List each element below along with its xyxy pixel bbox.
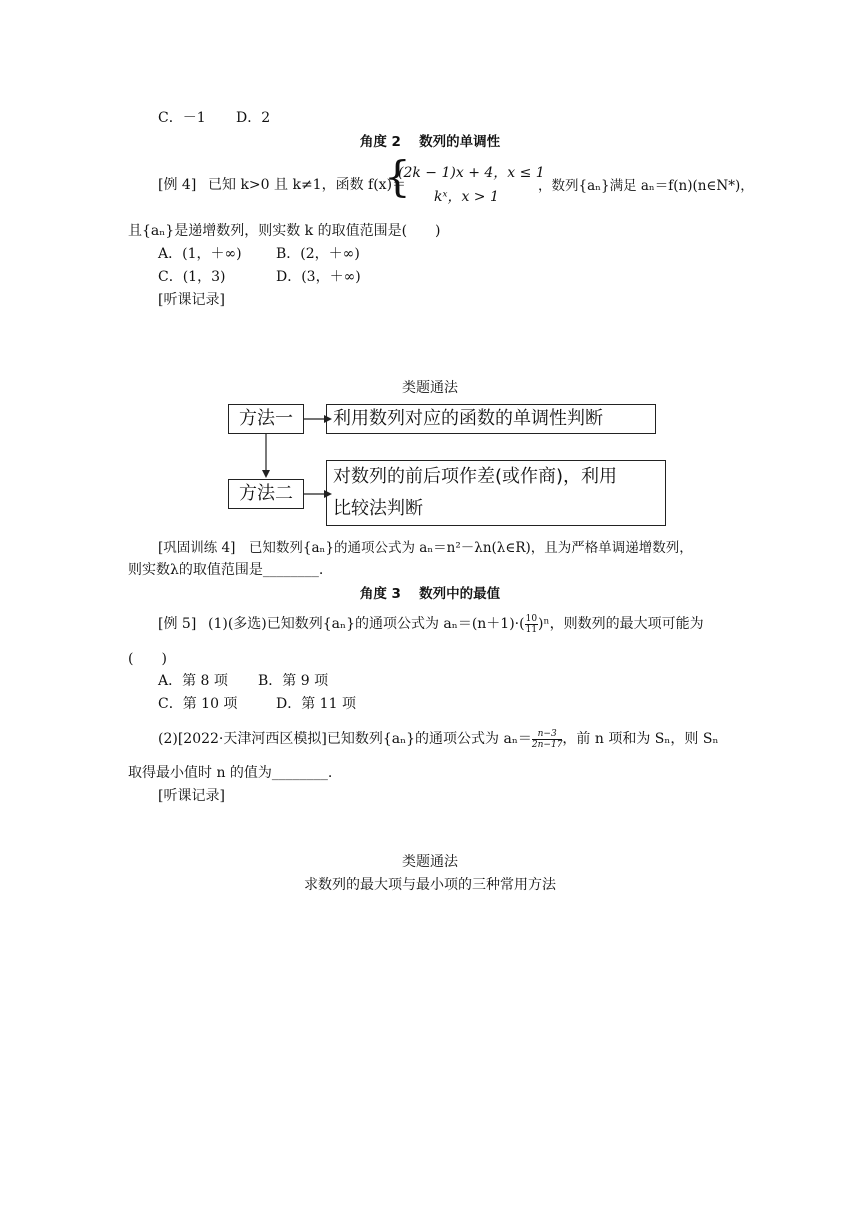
piecewise-brace: { <box>384 152 411 201</box>
example4-option-c: C．(1，3) <box>158 269 226 285</box>
example5-option-a: A．第 8 项 <box>158 673 228 689</box>
example5-part2-a: (2)[2022·天津河西区模拟]已知数列{aₙ}的通项公式为 aₙ＝ <box>158 731 532 747</box>
fraction-n-minus-3: $\frac{n-3}{2n-17}$ <box>531 728 563 750</box>
example5-paren: ( ) <box>128 651 167 667</box>
example4-option-b: B．(2，＋∞) <box>276 246 360 262</box>
method1-title: 类题通法 <box>402 380 458 396</box>
example4-option-a: A．(1，＋∞) <box>158 246 242 262</box>
practice4-line1: [巩固训练 4] 已知数列{aₙ}的通项公式为 aₙ＝n²－λn(λ∈R)，且为严格单调递增数列， <box>158 540 693 556</box>
example4-line2: 且{aₙ}是递增数列，则实数 k 的取值范围是( ) <box>128 223 441 239</box>
method2-title: 类题通法 <box>402 854 458 870</box>
example5-part2 <box>158 728 719 750</box>
method-two-desc-box <box>326 460 666 526</box>
example5-part2-b: ，前 n 项和为 Sₙ，则 Sₙ <box>562 731 719 747</box>
example5-part1 <box>208 613 704 635</box>
method-two-box: 方法二 <box>228 479 304 509</box>
example5-part1-b: )ⁿ，则数列的最大项可能为 <box>538 616 704 632</box>
fraction-10-11: $\frac{10}{11}$ <box>525 613 538 635</box>
section-title-angle3: 角度 3 数列中的最值 <box>359 586 501 602</box>
method-arrows <box>228 404 338 514</box>
piecewise-case2: kˣ，x > 1 <box>434 189 499 205</box>
practice4-line2: 则实数λ的取值范围是________. <box>128 562 324 578</box>
example4-label: [例 4] <box>158 177 197 193</box>
method-one-desc-box: 利用数列对应的函数的单调性判断 <box>326 404 656 434</box>
piecewise-case1: (2k − 1)x + 4，x ≤ 1 <box>398 165 545 181</box>
example5-label: [例 5] <box>158 616 197 632</box>
option-d: D．2 <box>236 110 271 126</box>
example5-part1-a: (1)(多选)已知数列{aₙ}的通项公式为 aₙ＝(n＋1)·( <box>208 616 525 632</box>
example5-option-d: D．第 11 项 <box>276 696 356 712</box>
method-one-box: 方法一 <box>228 404 304 434</box>
example4-record: [听课记录] <box>158 292 225 308</box>
method-two-desc-line2: 比较法判断 <box>333 498 423 519</box>
example4-after: ，数列{aₙ}满足 aₙ＝f(n)(n∈N*)， <box>538 178 754 194</box>
example5-record: [听课记录] <box>158 788 225 804</box>
example5-part2-line2: 取得最小值时 n 的值为________. <box>128 765 333 781</box>
method2-subtitle: 求数列的最大项与最小项的三种常用方法 <box>304 877 556 893</box>
example4-intro: 已知 k>0 且 k≠1，函数 f(x)＝ <box>208 177 407 193</box>
example5-option-c: C．第 10 项 <box>158 696 238 712</box>
example5-option-b: B．第 9 项 <box>258 673 329 689</box>
option-c: C．－1 <box>158 110 206 126</box>
section-title-angle2: 角度 2 数列的单调性 <box>359 134 501 150</box>
method-two-desc-line1: 对数列的前后项作差(或作商)，利用 <box>333 466 618 487</box>
example4-option-d: D．(3，＋∞) <box>276 269 361 285</box>
